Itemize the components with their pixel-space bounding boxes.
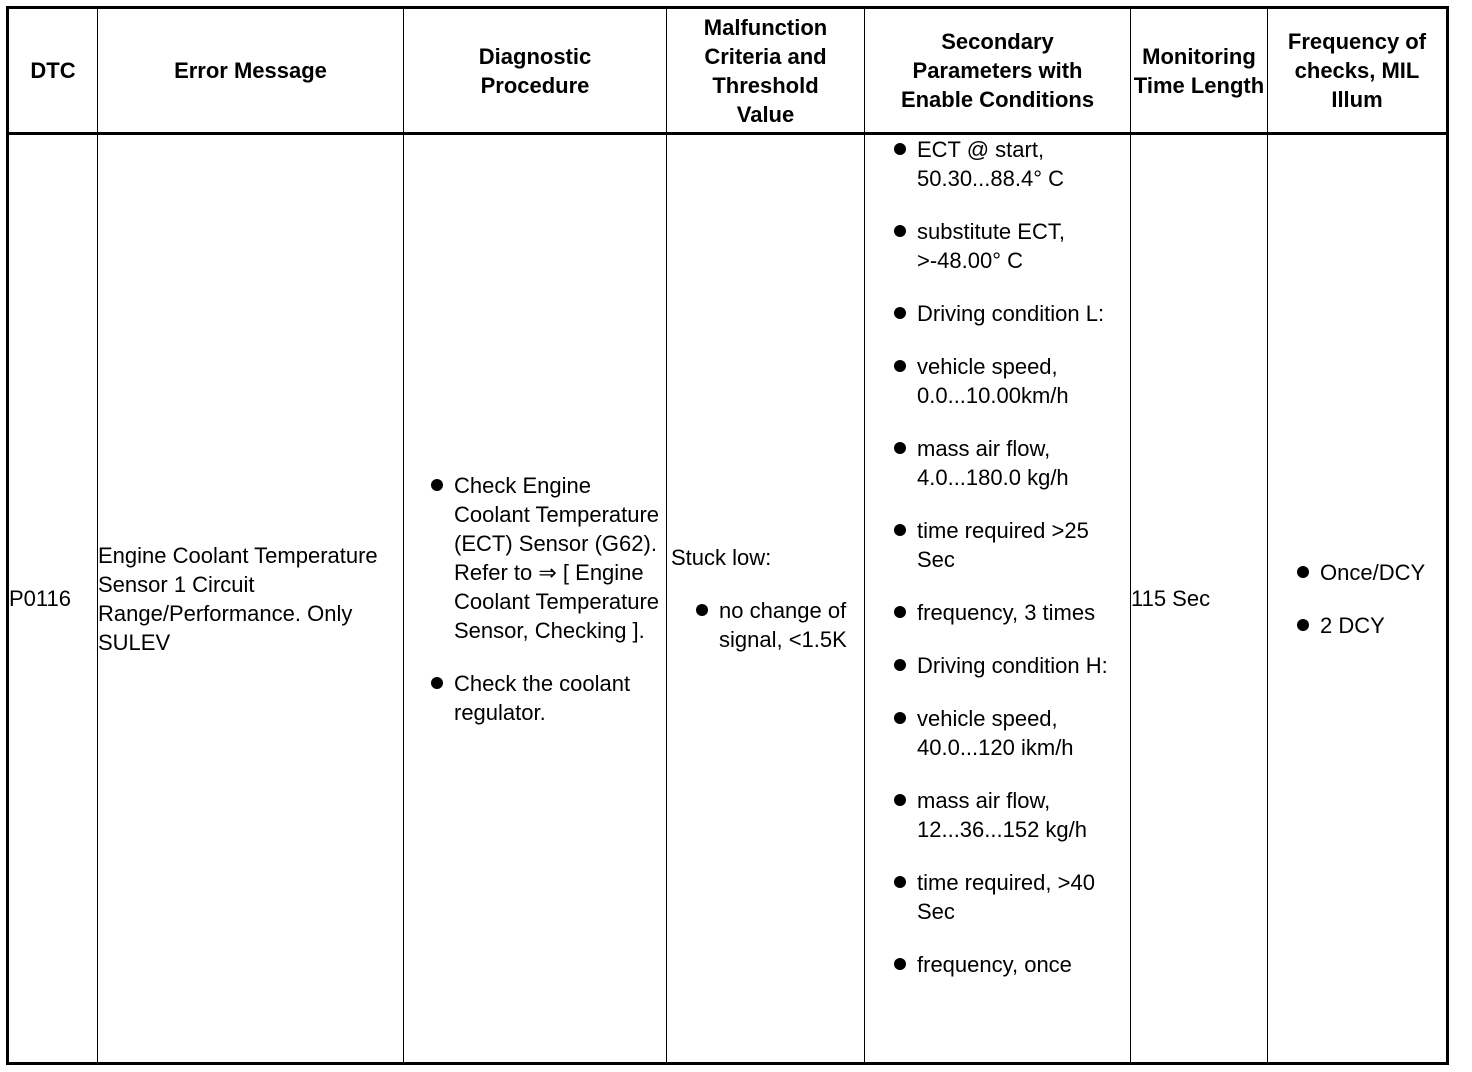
parameter-item: time required >25 Sec bbox=[917, 516, 1130, 574]
diagnostic-procedure-list bbox=[454, 471, 662, 727]
malfunction-item: no change of signal, <1.5K bbox=[719, 596, 860, 654]
malfunction-criteria-cell bbox=[667, 134, 865, 1064]
frequency-item: Once/DCY bbox=[1320, 558, 1446, 587]
dtc-table bbox=[6, 6, 1449, 1065]
monitoring-time: 115 Sec bbox=[1131, 134, 1268, 1064]
frequency-cell bbox=[1268, 134, 1448, 1064]
frequency-item: 2 DCY bbox=[1320, 611, 1446, 640]
dtc-code: P0116 bbox=[8, 134, 98, 1064]
parameter-item: vehicle speed, 40.0...120 ikm/h bbox=[917, 704, 1130, 762]
header-malfunction-criteria: Malfunction Criteria and Threshold Value bbox=[667, 8, 865, 134]
parameter-item: time required, >40 Sec bbox=[917, 868, 1130, 926]
parameter-item: Driving condition L: bbox=[917, 299, 1130, 328]
header-diagnostic-procedure: Diagnostic Procedure bbox=[404, 8, 667, 134]
header-frequency: Frequency of checks, MIL Illum bbox=[1268, 8, 1448, 134]
table-row bbox=[8, 134, 1448, 1064]
parameter-item: mass air flow, 12...36...152 kg/h bbox=[917, 786, 1130, 844]
secondary-parameters-list bbox=[917, 135, 1130, 979]
procedure-item: Check Engine Coolant Temperature (ECT) Sensor (G62). Refer to ⇒ [ Engine Coolant Temperature Sensor, Checking ]. bbox=[454, 471, 662, 645]
parameter-item: mass air flow, 4.0...180.0 kg/h bbox=[917, 434, 1130, 492]
header-dtc: DTC bbox=[8, 8, 98, 134]
diagnostic-procedure-cell bbox=[404, 134, 667, 1064]
header-error-message: Error Message bbox=[98, 8, 404, 134]
parameter-item: frequency, 3 times bbox=[917, 598, 1130, 627]
parameter-item: vehicle speed, 0.0...10.00km/h bbox=[917, 352, 1130, 410]
parameter-item: substitute ECT, >-48.00° C bbox=[917, 217, 1130, 275]
parameter-item: frequency, once bbox=[917, 950, 1130, 979]
header-monitoring-time: Monitoring Time Length bbox=[1131, 8, 1268, 134]
malfunction-intro: Stuck low: bbox=[671, 545, 772, 570]
parameter-item: Driving condition H: bbox=[917, 651, 1130, 680]
frequency-list bbox=[1320, 558, 1446, 640]
parameter-item: ECT @ start, 50.30...88.4° C bbox=[917, 135, 1130, 193]
procedure-item: Check the coolant regulator. bbox=[454, 669, 662, 727]
malfunction-list bbox=[719, 596, 860, 654]
secondary-parameters-cell bbox=[865, 134, 1131, 1064]
header-secondary-parameters: Secondary Parameters with Enable Conditions bbox=[865, 8, 1131, 134]
header-row bbox=[8, 8, 1448, 134]
error-message: Engine Coolant Temperature Sensor 1 Circuit Range/Performance. Only SULEV bbox=[98, 134, 404, 1064]
